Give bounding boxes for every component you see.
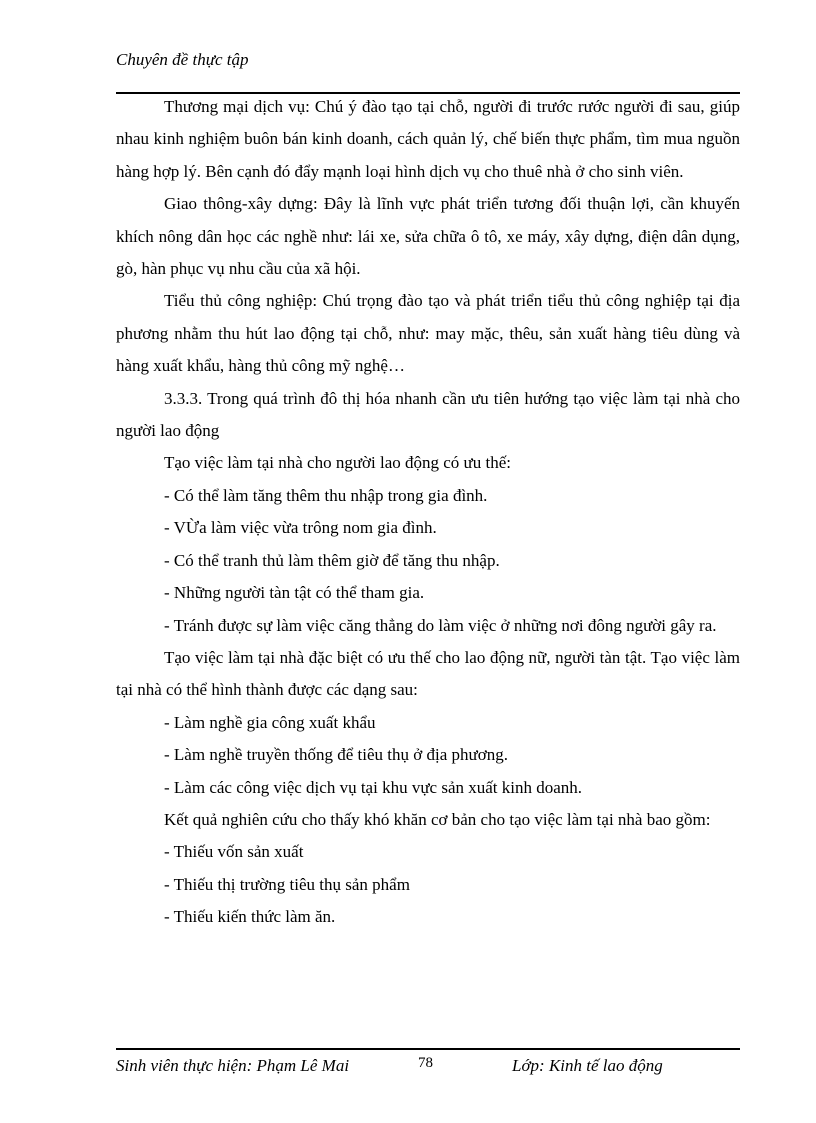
list-item: - Thiếu kiến thức làm ăn. — [164, 907, 336, 927]
footer-rule — [116, 1048, 740, 1050]
paragraph-small-industry: Tiểu thủ công nghiệp: Chú trọng đào tạo và phát triển tiểu thủ công nghiệp tại địa phương nhằm thu hút lao động tại chỗ, như: may mặc, thêu, sản xuất hàng tiêu dùng và hàng xuất khẩu, hàng thủ công mỹ nghệ… — [116, 291, 740, 376]
list-item: - Thiếu vốn sản xuất — [164, 842, 304, 862]
paragraph-transport-construction: Giao thông-xây dựng: Đây là lĩnh vực phát triển tương đối thuận lợi, cần khuyến khích nông dân học các nghề như: lái xe, sửa chữa ô tô, xe máy, xây dựng, điện dân dụng, gò, hàn phục vụ nhu cầu của xã hội. — [116, 194, 740, 279]
list-item: - Làm nghề truyền thống để tiêu thụ ở địa phương. — [164, 745, 508, 765]
paragraph-home-work-advantages: Tạo việc làm tại nhà cho người lao động có ưu thế: — [164, 453, 512, 473]
list-item: - Làm nghề gia công xuất khẩu — [164, 712, 376, 732]
document-body — [116, 91, 740, 934]
list-item: - Tránh được sự làm việc căng thẳng do làm việc ở những nơi đông người gây ra. — [164, 615, 717, 635]
list-item: - Thiếu thị trường tiêu thụ sản phẩm — [164, 874, 410, 894]
paragraph-commerce-services: Thương mại dịch vụ: Chú ý đào tạo tại chỗ, người đi trước rước người đi sau, giúp nhau kinh nghiệm buôn bán kinh doanh, cách quản lý, chế biến thực phẩm, tìm mua nguồn hàng hợp lý. Bên cạnh đó đẩy mạnh loại hình dịch vụ cho thuê nhà ở cho sinh viên. — [116, 97, 740, 181]
paragraph-home-work-forms: Tạo việc làm tại nhà đặc biệt có ưu thế cho lao động nữ, người tàn tật. Tạo việc làm tại nhà có thể hình thành được các dạng sau: — [116, 647, 740, 700]
list-item: - Làm các công việc dịch vụ tại khu vực sản xuất kinh doanh. — [164, 777, 583, 797]
page-header-title: Chuyên đề thực tập — [116, 50, 249, 69]
list-item: - Có thể tranh thủ làm thêm giờ để tăng thu nhập. — [164, 550, 500, 570]
footer-class-name: Lớp: Kinh tế lao động — [512, 1056, 663, 1075]
footer-student-name: Sinh viên thực hiện: Phạm Lê Mai — [116, 1056, 350, 1075]
section-heading-3-3-3: 3.3.3. Trong quá trình đô thị hóa nhanh cần ưu tiên hướng tạo việc làm tại nhà cho người lao động — [116, 388, 740, 441]
list-item: - Những người tàn tật có thể tham gia. — [164, 583, 425, 603]
list-item: - Có thể làm tăng thêm thu nhập trong gia đình. — [164, 485, 488, 505]
paragraph-research-results: Kết quả nghiên cứu cho thấy khó khăn cơ bản cho tạo việc làm tại nhà bao gồm: — [164, 809, 711, 829]
list-item: - VỪa làm việc vừa trông nom gia đình. — [164, 518, 437, 538]
page-number: 78 — [418, 1055, 433, 1071]
